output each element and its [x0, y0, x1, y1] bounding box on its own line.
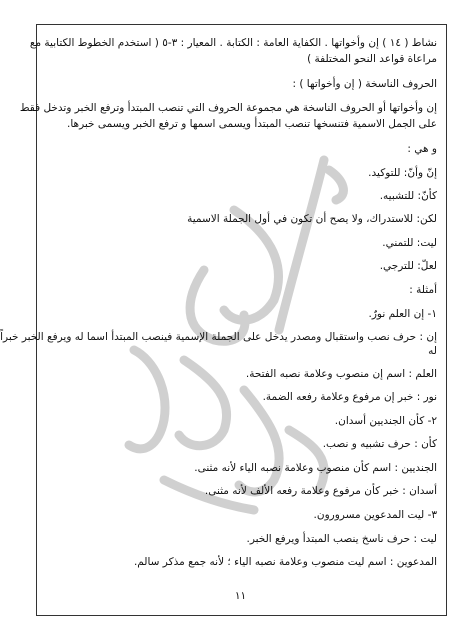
particle-item: لعلّ: للترجي. — [379, 260, 437, 272]
example-line: المدعوين : اسم ليت منصوب وعلامة نصبه الياء ؛ لأنه جمع مذكر سالم. — [133, 556, 437, 568]
header-line-2: مراعاة قواعد النحو المختلفة ) — [307, 53, 437, 65]
example-line: ليت : حرف ناسخ ينصب المبتدأ ويرفع الخبر. — [246, 533, 437, 545]
example-line: ٢- كأن الجنديين أسدان. — [334, 415, 437, 427]
particle-item: ليت: للتمني. — [382, 237, 437, 249]
examples-title: أمثلة : — [409, 284, 437, 296]
example-line: العلم : اسم إن منصوب وعلامة نصبه الفتحة. — [245, 368, 437, 380]
particle-item: كأنّ: للتشبيه. — [379, 190, 437, 202]
example-line: ١- إن العلم نورٌ. — [368, 308, 437, 320]
section-title: الحروف الناسخة ( إن وأخواتها ) : — [292, 78, 437, 90]
example-line: الجنديين : اسم كأن منصوب وعلامة نصبه الياء لأنه مثنى. — [194, 462, 437, 474]
example-line: إن : حرف نصب واستقبال ومصدر يدخل على الجملة الإسمية فينصب المبتدأ اسما له ويرفع الخبر خبراً — [0, 331, 437, 343]
intro-line-2: على الجمل الاسمية فتنسخها تنصب المبتدأ ويسمى اسمها و ترفع الخبر ويسمى خبرها. — [67, 118, 437, 130]
list-intro: و هي : — [407, 143, 437, 155]
particle-item: لكن: للاستدراك، ولا يصح أن تكون في أول الجملة الاسمية — [187, 213, 437, 225]
header-line-1: نشاط ( ١٤ ) إن وأخواتها . الكفاية العامة : الكتابة . المعيار : ٣-٥ ( استخدم الخطوط الكتابية مع — [29, 37, 437, 49]
intro-line-1: إن وأخواتها أو الحروف الناسخة هي مجموعة الحروف التي تنصب المبتدأ وترفع الخبر وتدخل فقط — [19, 102, 437, 114]
page-number: ١١ — [234, 590, 247, 602]
example-line: له — [428, 345, 437, 357]
example-line: كأن : حرف تشبيه و نصب. — [322, 438, 437, 450]
example-line: ٣- ليت المدعوين مسرورون. — [313, 509, 437, 521]
example-line: أسدان : خبر كأن مرفوع وعلامة رفعه الألف لأنه مثنى. — [204, 485, 437, 497]
particle-item: إنّ وأنّ: للتوكيد. — [368, 167, 437, 179]
example-line: نور : خبر إن مرفوع وعلامة رفعه الضمة. — [262, 391, 437, 403]
